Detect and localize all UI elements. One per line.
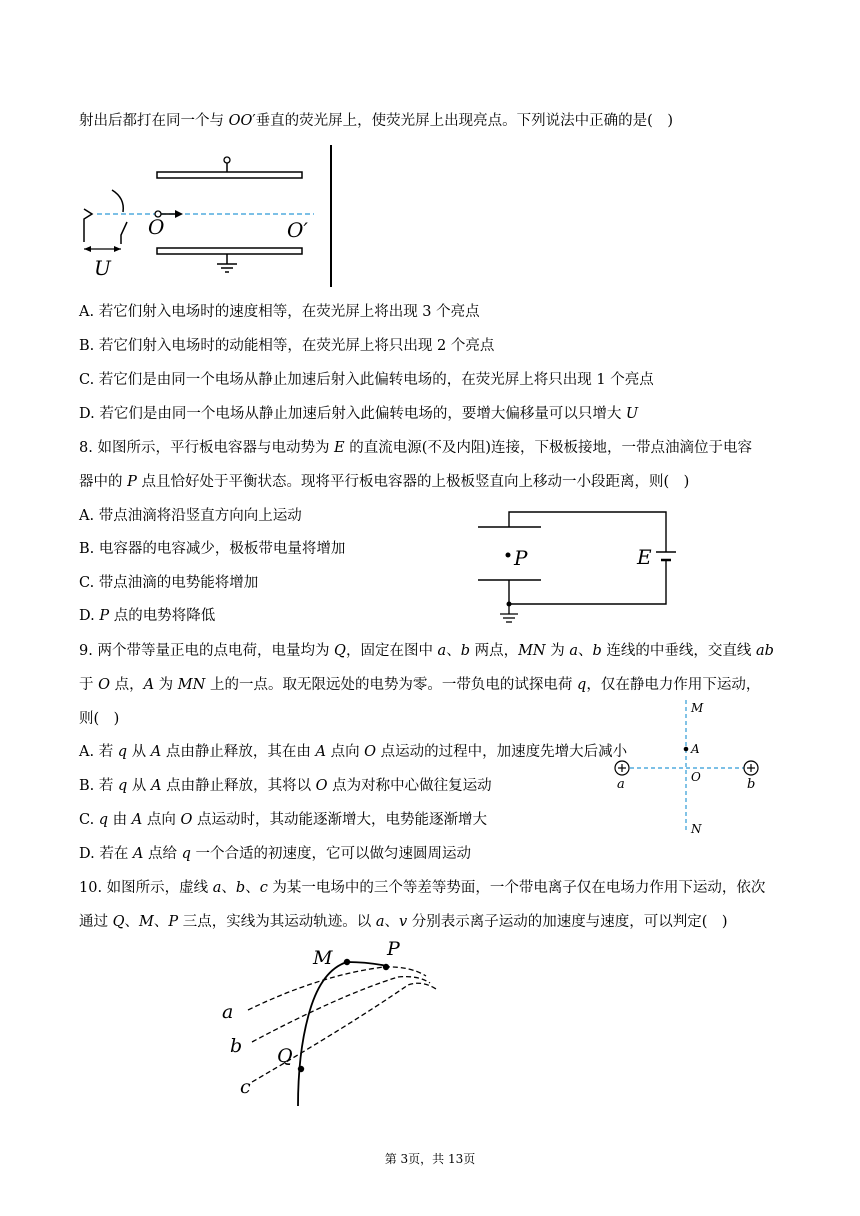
q7-option-a: A. 若它们射入电场时的速度相等，在荧光屏上将出现 3 个亮点 [79,304,480,320]
q10-label-m: M [313,947,333,969]
q8-label-e: E [637,545,652,569]
q7-option-d: D. 若它们是由同一个电场从静止加速后射入此偏转电场的，要增大偏移量可以只增大 𝑈 [79,406,639,422]
q9-label-n: N [691,822,702,836]
q8-option-a: A. 带点油滴将沿竖直方向向上运动 [79,508,302,524]
q9-stem-line-2: 于 𝑂 点，𝐴 为 𝑀𝑁 上的一点。取无限远处的电势为零。一带负电的试探电荷 𝑞，仅在静电力作用下运动， [79,677,761,693]
q7-label-u: U [94,256,111,280]
q10-label-b: b [230,1035,243,1057]
q9-stem-line-1: 9. 两个带等量正电的点电荷，电量均为 𝑄，固定在图中 𝑎、𝑏 两点，𝑀𝑁 为 𝑎、𝑏 连线的中垂线，交直线 𝑎𝑏 [79,643,774,659]
q9-label-o: O [691,770,701,784]
q10-label-p: P [387,938,400,960]
q7-option-b: B. 若它们射入电场时的动能相等，在荧光屏上将只出现 2 个亮点 [79,338,495,354]
q9-label-a-point: A [691,742,700,756]
q10-label-a: a [222,1001,234,1023]
q7-label-o: O [148,215,165,239]
q9-option-d: D. 若在 𝐴 点给 𝑞 一个合适的初速度，它可以做匀速圆周运动 [79,846,472,862]
q8-option-b: B. 电容器的电容减少，极板带电量将增加 [79,541,346,557]
q8-stem-line-2: 器中的 𝑃 点且恰好处于平衡状态。现将平行板电容器的上极板竖直向上移动一小段距离，则( ) [79,474,690,490]
q10-stem-line-1: 10. 如图所示，虚线 𝑎、𝑏、𝑐 为某一电场中的三个等差等势面，一个带电离子仅在电场力作用下运动，依次 [79,880,766,896]
q10-label-c: c [240,1076,251,1098]
q8-option-d: D. 𝑃 点的电势将降低 [79,608,216,624]
q9-stem-line-3: 则( ) [79,711,120,727]
q8-stem-line-1: 8. 如图所示，平行板电容器与电动势为 𝐸 的直流电源(不及内阻)连接，下极板接地，一带点油滴位于电容 [79,440,753,456]
q9-option-c: C. 𝑞 由 𝐴 点向 𝑂 点运动时，其动能逐渐增大，电势能逐渐增大 [79,812,487,828]
q7-stem-tail: 射出后都打在同一个与 𝑂𝑂′垂直的荧光屏上，使荧光屏上出现亮点。下列说法中正确的是( ) [79,113,673,129]
q7-label-o-prime: O′ [287,218,308,242]
q10-label-q: Q [277,1045,293,1067]
q9-label-a: a [617,777,625,792]
q9-option-b: B. 若 𝑞 从 𝐴 点由静止释放，其将以 𝑂 点为对称中心做往复运动 [79,778,492,794]
q10-stem-line-2: 通过 𝑄、𝑀、𝑃 三点，实线为其运动轨迹。以 𝑎、𝑣 分别表示离子运动的加速度与速度，可以判定( ) [79,914,728,930]
q7-option-c: C. 若它们是由同一个电场从静止加速后射入此偏转电场的，在荧光屏上将只出现 1 个亮点 [79,372,654,388]
q9-label-m: M [691,701,704,715]
page-footer: 第 3页，共 13页 [384,1152,476,1166]
q9-option-a: A. 若 𝑞 从 𝐴 点由静止释放，其在由 𝐴 点向 𝑂 点运动的过程中，加速度先增大后减小 [79,744,628,760]
q8-label-p: P [514,546,528,570]
q8-option-c: C. 带点油滴的电势能将增加 [79,575,259,591]
q9-label-b: b [747,777,756,792]
